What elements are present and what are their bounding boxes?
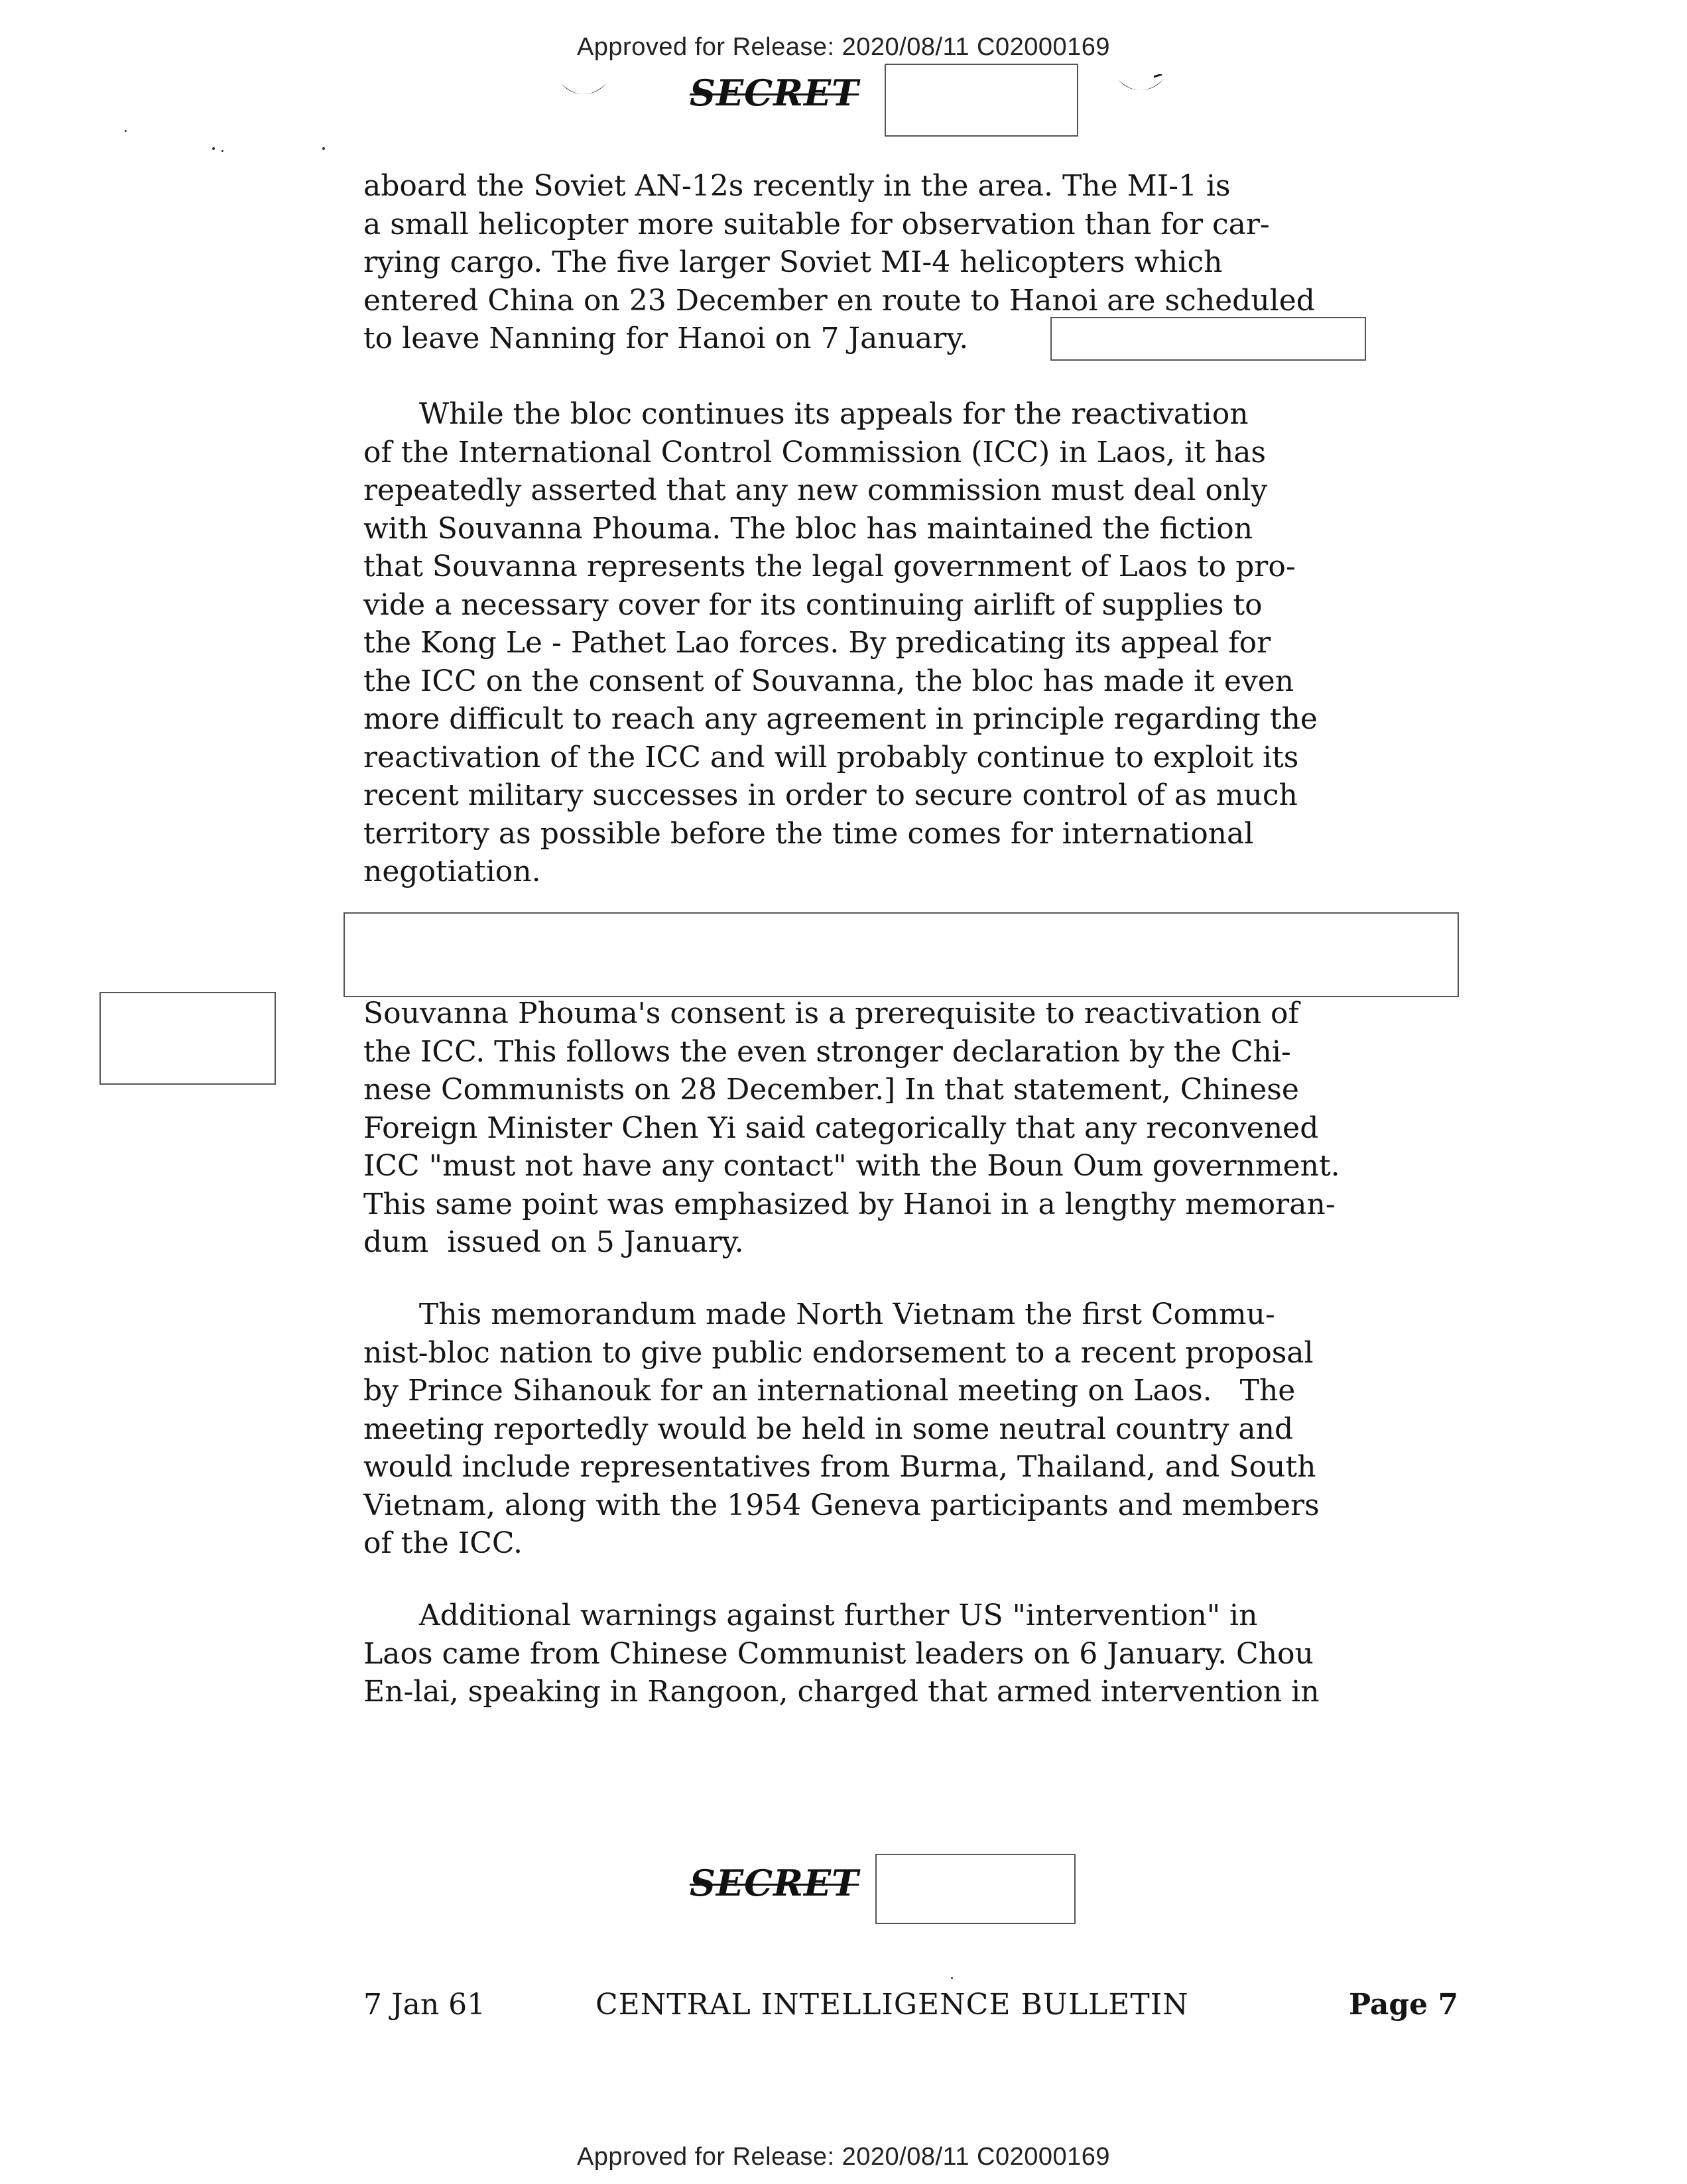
text-line: that Souvanna represents the legal government of Laos to pro- bbox=[363, 550, 1296, 583]
text-line: the Kong Le - Pathet Lao forces. By predicating its appeal for bbox=[363, 626, 1271, 660]
text-line: with Souvanna Phouma. The bloc has maintained the fiction bbox=[363, 511, 1253, 546]
text-line: Vietnam, along with the 1954 Geneva participants and members bbox=[363, 1488, 1320, 1522]
text-line: This memorandum made North Vietnam the first Commu- bbox=[363, 1298, 1275, 1331]
text-line: Laos came from Chinese Communist leaders on 6 January. Chou bbox=[363, 1636, 1314, 1671]
text-line: ICC "must not have any contact" with the Boun Oum government. bbox=[363, 1149, 1340, 1183]
text-line: En-lai, speaking in Rangoon, charged that armed intervention in bbox=[363, 1675, 1320, 1709]
bulletin-date: 7 Jan 61 bbox=[363, 1988, 486, 2022]
classification-bottom: SECRET bbox=[690, 1862, 859, 1904]
release-stamp-top: Approved for Release: 2020/08/11 C02000169 bbox=[576, 33, 1111, 61]
text-line: of the International Control Commission (ICC) in Laos, it has bbox=[363, 435, 1267, 469]
text-line: nese Communists on 28 December.] In that statement, Chinese bbox=[363, 1073, 1299, 1107]
text-line: aboard the Soviet AN-12s recently in the area. The MI-1 is bbox=[363, 169, 1231, 203]
text-line: the ICC. This follows the even stronger declaration by the Chi- bbox=[363, 1034, 1291, 1069]
text-line: reactivation of the ICC and will probably continue to exploit its bbox=[363, 740, 1299, 774]
text-line: of the ICC. bbox=[363, 1526, 523, 1560]
redaction-box-wide bbox=[344, 912, 1459, 997]
text-line: repeatedly asserted that any new commission must deal only bbox=[363, 473, 1268, 507]
text-line: by Prince Sihanouk for an international meeting on Laos. The bbox=[363, 1374, 1296, 1408]
page-number: Page 7 bbox=[1349, 1988, 1459, 2022]
bulletin-title: CENTRAL INTELLIGENCE BULLETIN bbox=[595, 1988, 1189, 2022]
speck bbox=[125, 130, 127, 132]
text-line: negotiation. bbox=[363, 855, 541, 888]
text-line: a small helicopter more suitable for observation than for car- bbox=[363, 207, 1270, 241]
speck bbox=[221, 150, 223, 152]
speck bbox=[951, 1977, 953, 1979]
text-line: While the bloc continues its appeals for the reactivation bbox=[363, 397, 1249, 431]
text-line: vide a necessary cover for its continuing airlift of supplies to bbox=[363, 587, 1263, 622]
classification-top: SECRET bbox=[690, 72, 859, 114]
redaction-box-footer bbox=[875, 1854, 1076, 1924]
text-line: rying cargo. The five larger Soviet MI-4 helicopters which bbox=[363, 245, 1223, 279]
text-line: to leave Nanning for Hanoi on 7 January. bbox=[363, 322, 969, 355]
text-line: Additional warnings against further US "intervention" in bbox=[363, 1599, 1258, 1632]
redaction-box-header bbox=[885, 64, 1078, 137]
text-line: more difficult to reach any agreement in principle regarding the bbox=[363, 702, 1318, 736]
text-line: This same point was emphasized by Hanoi in a lengthy memoran- bbox=[363, 1187, 1336, 1221]
redaction-box-margin bbox=[99, 992, 276, 1085]
paragraph-2 bbox=[363, 395, 1451, 891]
redaction-box-inline-1 bbox=[1050, 317, 1366, 361]
text-line: the ICC on the consent of Souvanna, the bloc has made it even bbox=[363, 664, 1294, 698]
paragraph-5 bbox=[363, 1597, 1451, 1711]
text-line: Souvanna Phouma's consent is a prerequisite to reactivation of bbox=[363, 997, 1299, 1030]
text-line: territory as possible before the time comes for international bbox=[363, 816, 1254, 851]
speck bbox=[212, 147, 215, 150]
text-line: Foreign Minister Chen Yi said categorically that any reconvened bbox=[363, 1111, 1319, 1145]
text-line: recent military successes in order to secure control of as much bbox=[363, 778, 1298, 812]
paragraph-3 bbox=[363, 995, 1451, 1262]
text-line: meeting reportedly would be held in some neutral country and bbox=[363, 1412, 1294, 1446]
text-line: entered China on 23 December en route to Hanoi are scheduled bbox=[363, 283, 1315, 318]
hole-punch-left-mark bbox=[557, 78, 610, 105]
text-line: nist-bloc nation to give public endorsement to a recent proposal bbox=[363, 1335, 1314, 1370]
speck bbox=[322, 147, 325, 150]
paragraph-4 bbox=[363, 1296, 1451, 1563]
text-line: dum issued on 5 January. bbox=[363, 1225, 744, 1259]
hole-punch-right-mark bbox=[1114, 74, 1167, 101]
text-line: would include representatives from Burma, Thailand, and South bbox=[363, 1450, 1316, 1484]
release-stamp-bottom: Approved for Release: 2020/08/11 C02000169 bbox=[576, 2143, 1111, 2171]
